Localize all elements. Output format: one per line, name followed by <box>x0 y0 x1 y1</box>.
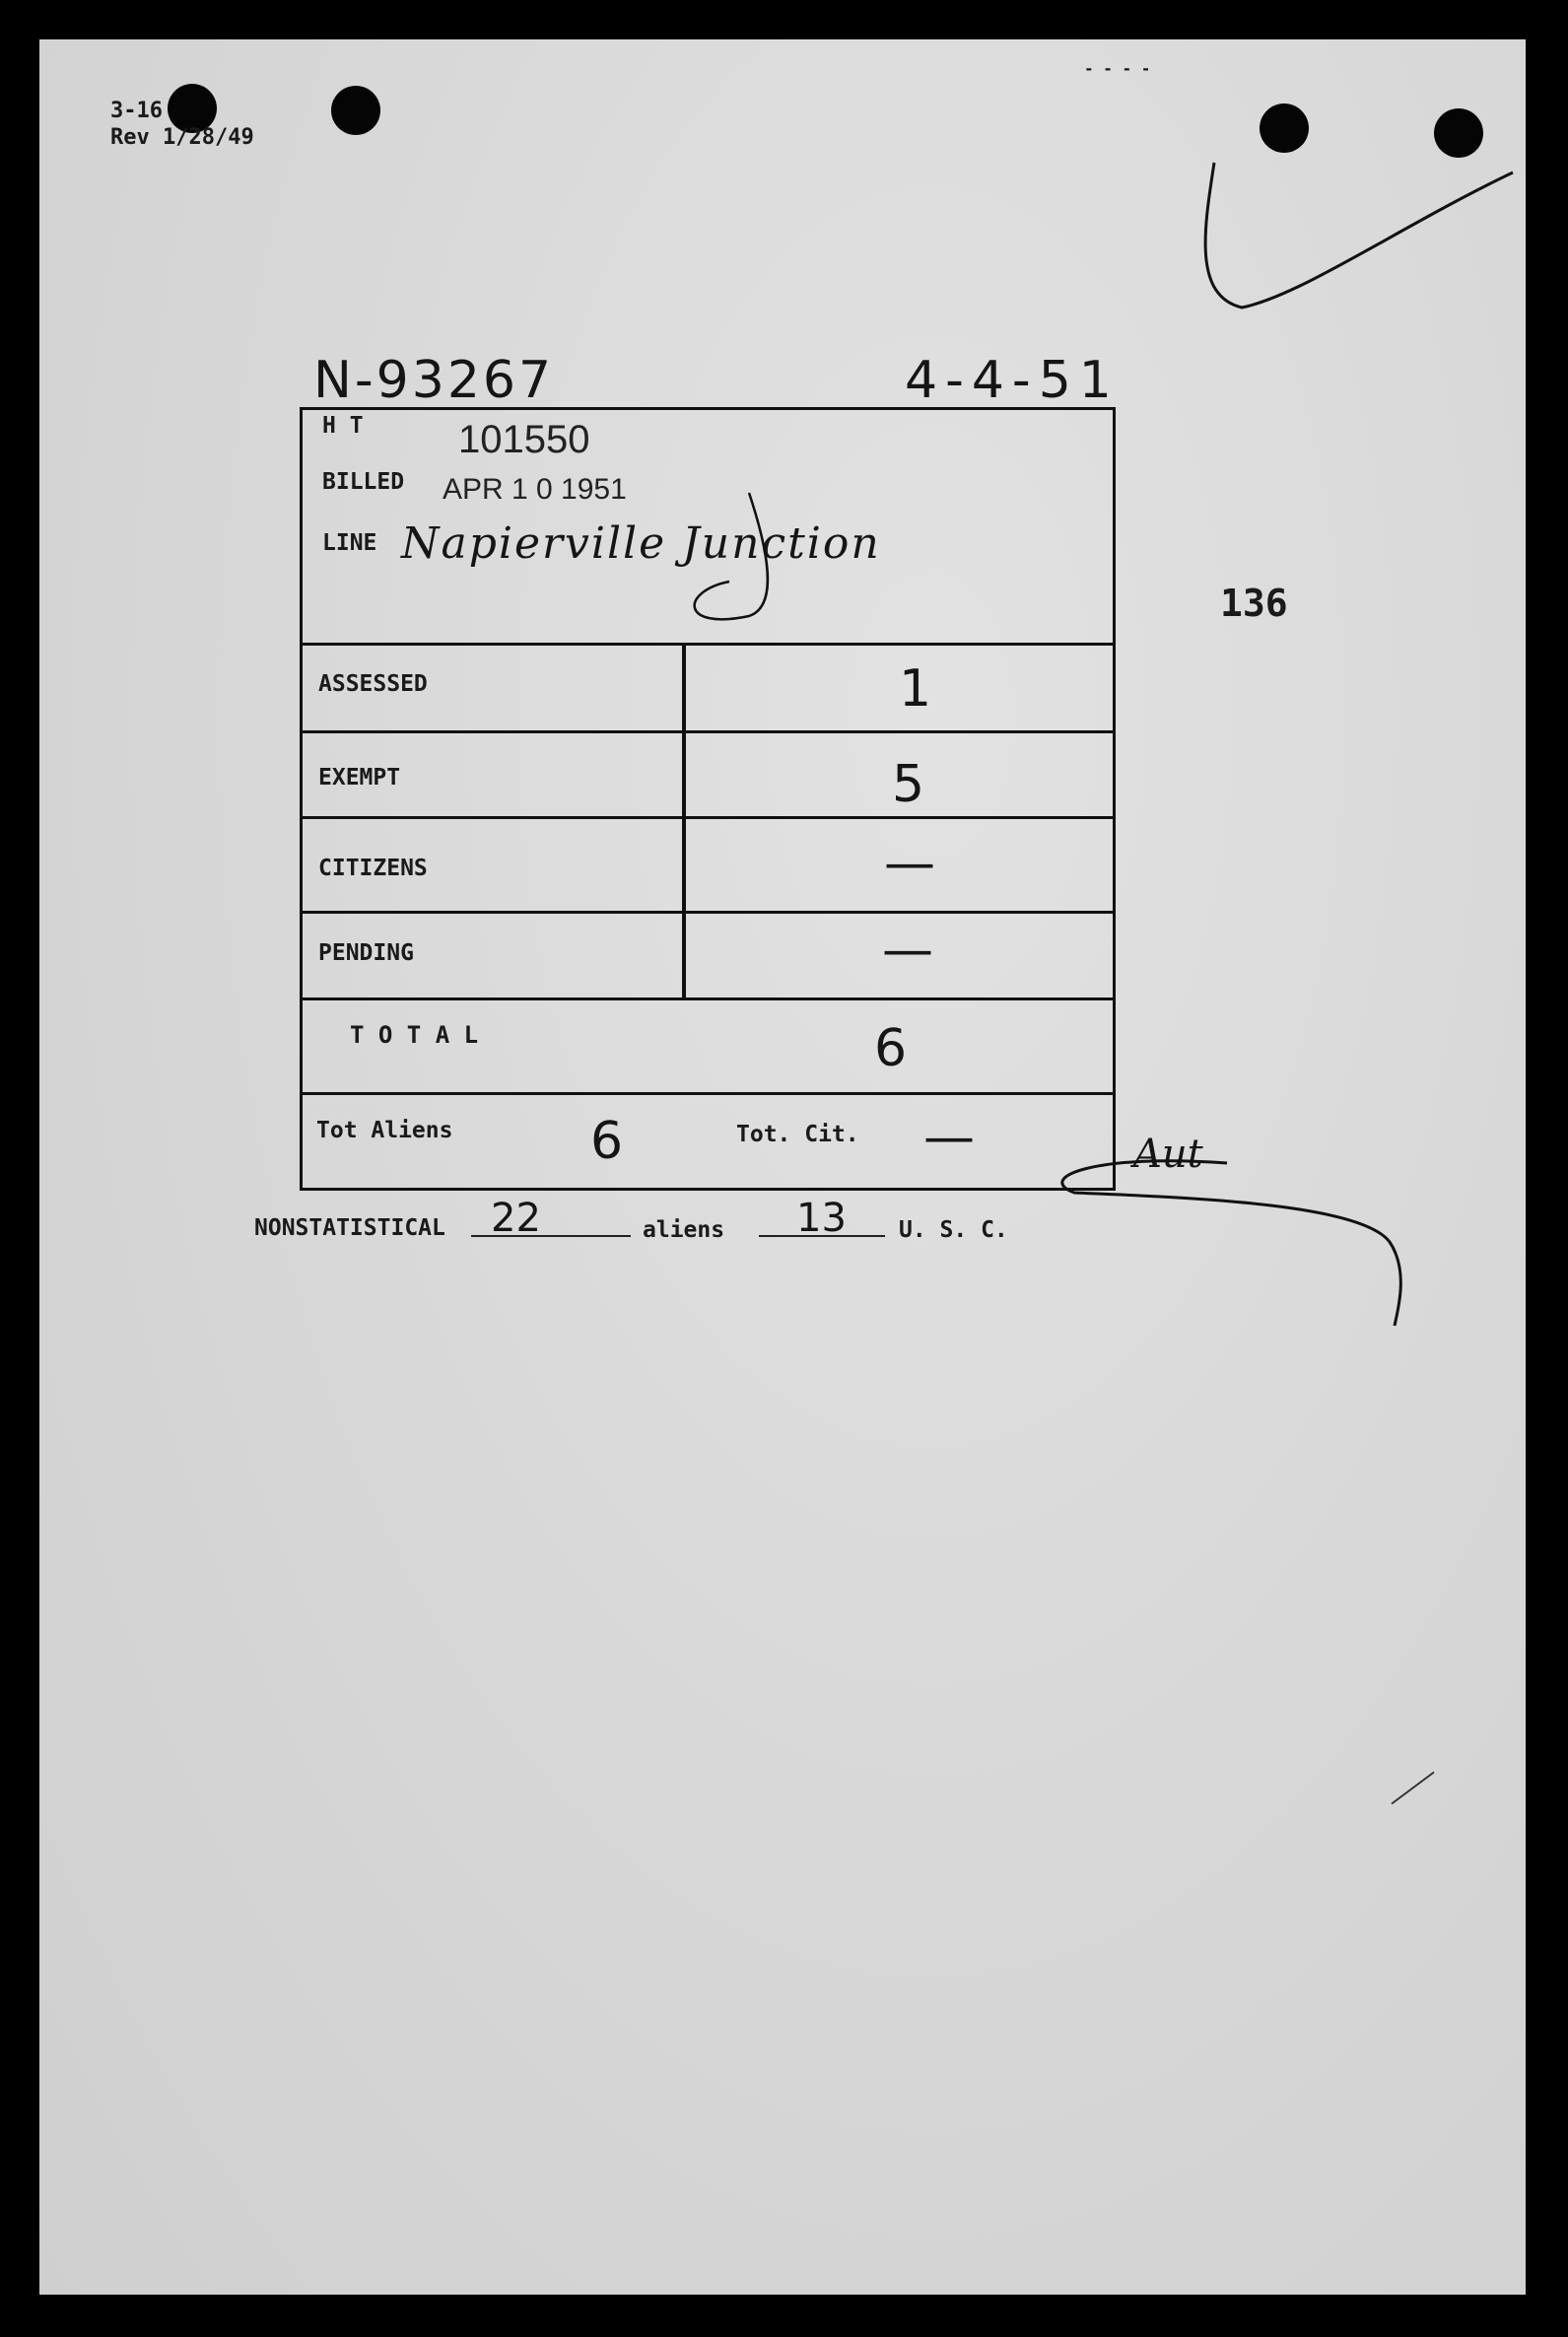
row-exempt-label: EXEMPT <box>318 765 401 790</box>
row-assessed-value: 1 <box>899 659 932 719</box>
initials-bracket-stroke <box>1062 1161 1401 1326</box>
nonstatistical-aliens-label: aliens <box>643 1217 725 1243</box>
nonstatistical-usc-value: 13 <box>796 1196 847 1241</box>
tot-aliens-value: 6 <box>590 1112 624 1171</box>
line-value-loop-stroke <box>695 493 768 619</box>
ht-number: 101550 <box>458 418 590 461</box>
row-exempt-value: 5 <box>892 755 925 814</box>
nonstatistical-label: NONSTATISTICAL <box>254 1215 445 1241</box>
check-mark-stroke <box>1205 163 1513 308</box>
nonstatistical-usc-label: U. S. C. <box>899 1217 1008 1243</box>
row-citizens-value: — <box>884 834 935 893</box>
nonstatistical-aliens-value: 22 <box>491 1196 541 1241</box>
line-label: LINE <box>322 530 377 556</box>
billed-label: BILLED <box>322 469 405 495</box>
stray-mark-right <box>1392 1772 1434 1804</box>
tot-aliens-label: Tot Aliens <box>316 1118 453 1143</box>
top-right-dots: - - - - <box>1084 59 1151 78</box>
form-code-line1: 3-16 <box>110 99 163 123</box>
date-written: 4-4-51 <box>905 351 1120 410</box>
total-value: 6 <box>874 1019 908 1078</box>
side-number: 136 <box>1220 582 1288 625</box>
tot-cit-label: Tot. Cit. <box>736 1122 859 1147</box>
line-value: Napierville Junction <box>401 518 881 569</box>
ht-label: H T <box>322 413 364 439</box>
row-pending-value: — <box>882 921 933 980</box>
total-label: T O T A L <box>350 1021 479 1049</box>
tot-cit-value: — <box>923 1108 975 1167</box>
file-number: N-93267 <box>313 351 555 410</box>
initials: Aut <box>1133 1132 1203 1177</box>
form-code-line2: Rev 1/28/49 <box>110 125 254 150</box>
row-pending-label: PENDING <box>318 940 414 966</box>
row-assessed-label: ASSESSED <box>318 671 428 697</box>
row-citizens-label: CITIZENS <box>318 856 428 881</box>
billed-date-stamp: APR 1 0 1951 <box>443 473 627 506</box>
